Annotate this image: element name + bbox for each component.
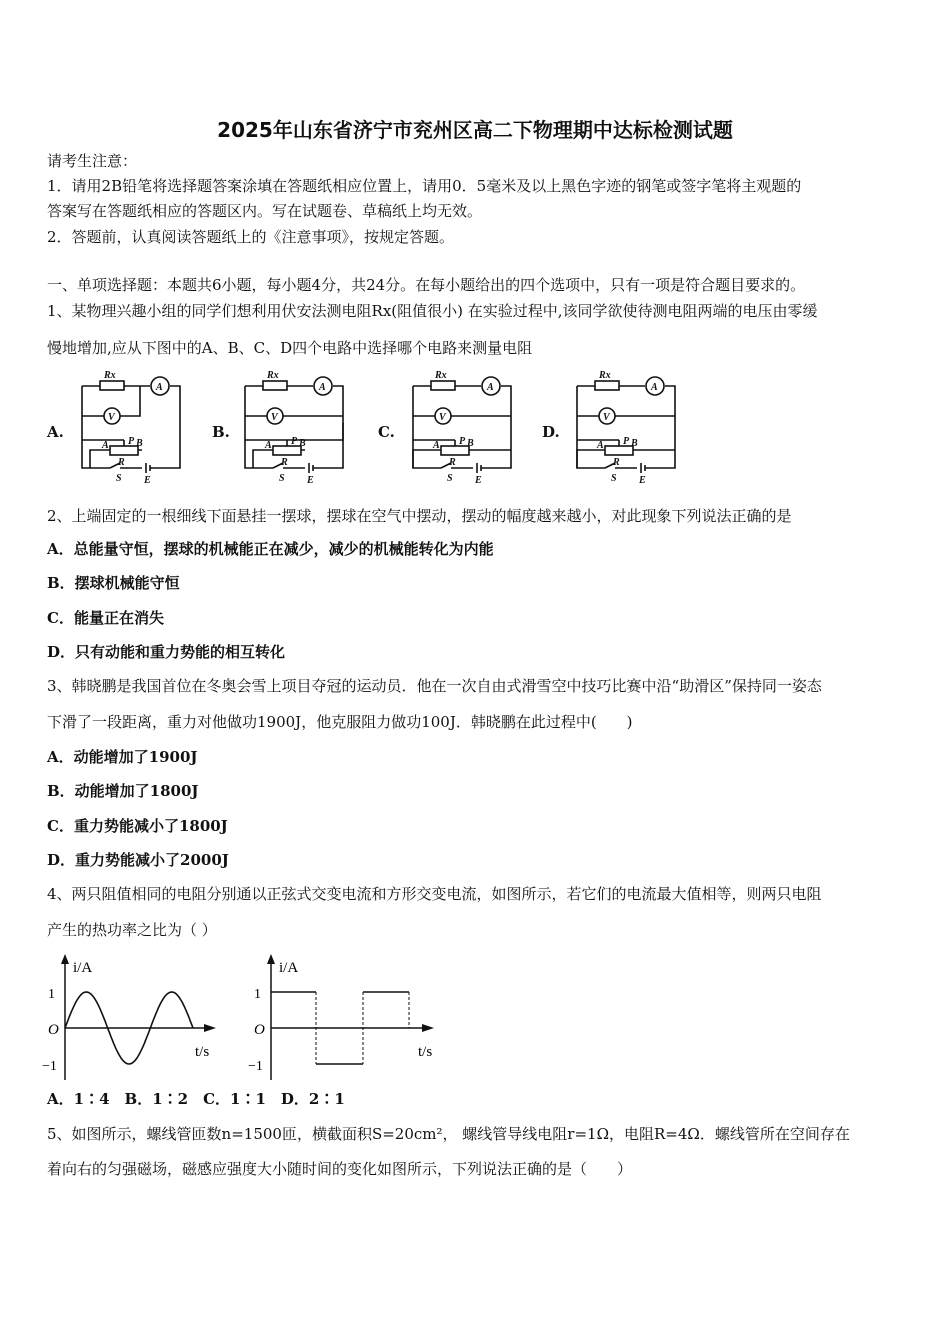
q1-option-d: D. xyxy=(542,423,560,441)
svg-text:P: P xyxy=(291,436,298,447)
svg-text:A: A xyxy=(487,382,494,393)
svg-text:B: B xyxy=(299,438,306,449)
notice-heading: 请考生注意： xyxy=(47,152,138,170)
svg-text:E: E xyxy=(307,475,314,484)
sine-graph xyxy=(42,954,216,1080)
y-axis-label: i/A xyxy=(279,960,299,976)
notice-line: 2．答题前，认真阅读答题纸上的《注意事项》，按规定答题。 xyxy=(47,228,455,246)
svg-text:S: S xyxy=(611,473,617,484)
circuit-diagram xyxy=(575,368,685,484)
svg-text:A: A xyxy=(651,382,658,393)
x-axis-label: t/s xyxy=(418,1044,433,1060)
svg-text:V: V xyxy=(108,412,115,423)
origin-label: O xyxy=(254,1022,265,1038)
svg-text:P: P xyxy=(128,436,135,447)
svg-text:A: A xyxy=(597,440,604,451)
label-rx: Rx xyxy=(435,370,447,381)
svg-text:A: A xyxy=(156,382,163,393)
q3-option: A．动能增加了1900J xyxy=(47,748,198,766)
q3-option: B．动能增加了1800J xyxy=(47,782,199,800)
origin-label: O xyxy=(48,1022,59,1038)
svg-text:B: B xyxy=(136,438,143,449)
q2-option: A．总能量守恒，摆球的机械能正在减少，减少的机械能转化为内能 xyxy=(47,540,494,558)
circuit-diagram xyxy=(80,368,190,484)
svg-text:R: R xyxy=(118,457,125,468)
svg-text:V: V xyxy=(603,412,610,423)
svg-text:E: E xyxy=(144,475,151,484)
svg-text:V: V xyxy=(439,412,446,423)
q2-option: B．摆球机械能守恒 xyxy=(47,574,180,592)
svg-text:B: B xyxy=(467,438,474,449)
notice-line: 答案写在答题纸相应的答题区内。写在试题卷、草稿纸上均无效。 xyxy=(47,202,483,220)
q1-option-a: A. xyxy=(47,423,64,441)
section-heading: 一、单项选择题：本题共6小题，每小题4分，共24分。在每小题给出的四个选项中，只有一项是符合题目要求的。 xyxy=(47,276,806,294)
q4-options: A．1∶4 B．1∶2 C．1∶1 D．2∶1 xyxy=(47,1090,345,1108)
notice-line: 1．请用2B铅笔将选择题答案涂填在答题纸相应位置上，请用0．5毫米及以上黑色字迹的钢笔或签字笔将主观题的 xyxy=(47,177,802,195)
q3-option: C．重力势能减小了1800J xyxy=(47,817,228,835)
svg-text:A: A xyxy=(102,440,109,451)
question-1-stem: 1、某物理兴趣小组的同学们想利用伏安法测电阻Rx(阻值很小) 在实验过程中,该同学欲使待测电阻两端的电压由零缓 xyxy=(47,302,818,320)
circuit-diagram xyxy=(411,368,521,484)
q1-option-c: C. xyxy=(378,423,395,441)
question-1-stem: 慢地增加,应从下图中的A、B、C、D四个电路中选择哪个电路来测量电阻 xyxy=(47,339,533,357)
svg-text:A: A xyxy=(433,440,440,451)
svg-text:V: V xyxy=(271,412,278,423)
label-rx: Rx xyxy=(599,370,611,381)
y-tick: 1 xyxy=(254,987,261,1002)
y-tick: −1 xyxy=(42,1059,57,1074)
question-5-stem: 着向右的匀强磁场，磁感应强度大小随时间的变化如图所示，下列说法正确的是（ ） xyxy=(47,1160,633,1178)
svg-text:A: A xyxy=(265,440,272,451)
label-rx: Rx xyxy=(267,370,279,381)
svg-text:R: R xyxy=(449,457,456,468)
svg-text:E: E xyxy=(475,475,482,484)
square-graph xyxy=(248,954,434,1080)
q2-option: C．能量正在消失 xyxy=(47,609,164,627)
page-title: 2025年山东省济宁市兖州区高二下物理期中达标检测试题 xyxy=(217,118,733,142)
svg-text:S: S xyxy=(116,473,122,484)
q1-option-b: B. xyxy=(212,423,230,441)
q2-option: D．只有动能和重力势能的相互转化 xyxy=(47,643,286,661)
svg-text:R: R xyxy=(613,457,620,468)
svg-text:B: B xyxy=(631,438,638,449)
svg-text:R: R xyxy=(281,457,288,468)
question-3-stem: 下滑了一段距离，重力对他做功1900J，他克服阻力做功100J．韩晓鹏在此过程中( ) xyxy=(47,713,633,731)
svg-text:S: S xyxy=(447,473,453,484)
question-3-stem: 3、韩晓鹏是我国首位在冬奥会雪上项目夺冠的运动员．他在一次自由式滑雪空中技巧比赛中沿“助滑区”保持同一姿态 xyxy=(47,677,822,695)
svg-text:P: P xyxy=(459,436,466,447)
svg-text:E: E xyxy=(639,475,646,484)
svg-text:A: A xyxy=(319,382,326,393)
label-rx: Rx xyxy=(104,370,116,381)
x-axis-label: t/s xyxy=(195,1044,210,1060)
question-4-stem: 4、两只阻值相同的电阻分别通以正弦式交变电流和方形交变电流，如图所示，若它们的电流最大值相等，则两只电阻 xyxy=(47,885,822,903)
question-2-stem: 2、上端固定的一根细线下面悬挂一摆球，摆球在空气中摆动，摆动的幅度越来越小，对此现象下列说法正确的是 xyxy=(47,507,792,525)
current-graphs xyxy=(40,950,450,1085)
y-tick: 1 xyxy=(48,987,55,1002)
svg-text:P: P xyxy=(623,436,630,447)
svg-text:S: S xyxy=(279,473,285,484)
question-5-stem: 5、如图所示，螺线管匝数n=1500匝，横截面积S=20cm²， 螺线管导线电阻r=1Ω，电阻R=4Ω．螺线管所在空间存在 xyxy=(47,1125,850,1143)
circuit-diagram xyxy=(243,368,353,484)
y-axis-label: i/A xyxy=(73,960,93,976)
y-tick: −1 xyxy=(248,1059,263,1074)
question-4-stem: 产生的热功率之比为（ ） xyxy=(47,921,217,939)
q3-option: D．重力势能减小了2000J xyxy=(47,851,229,869)
